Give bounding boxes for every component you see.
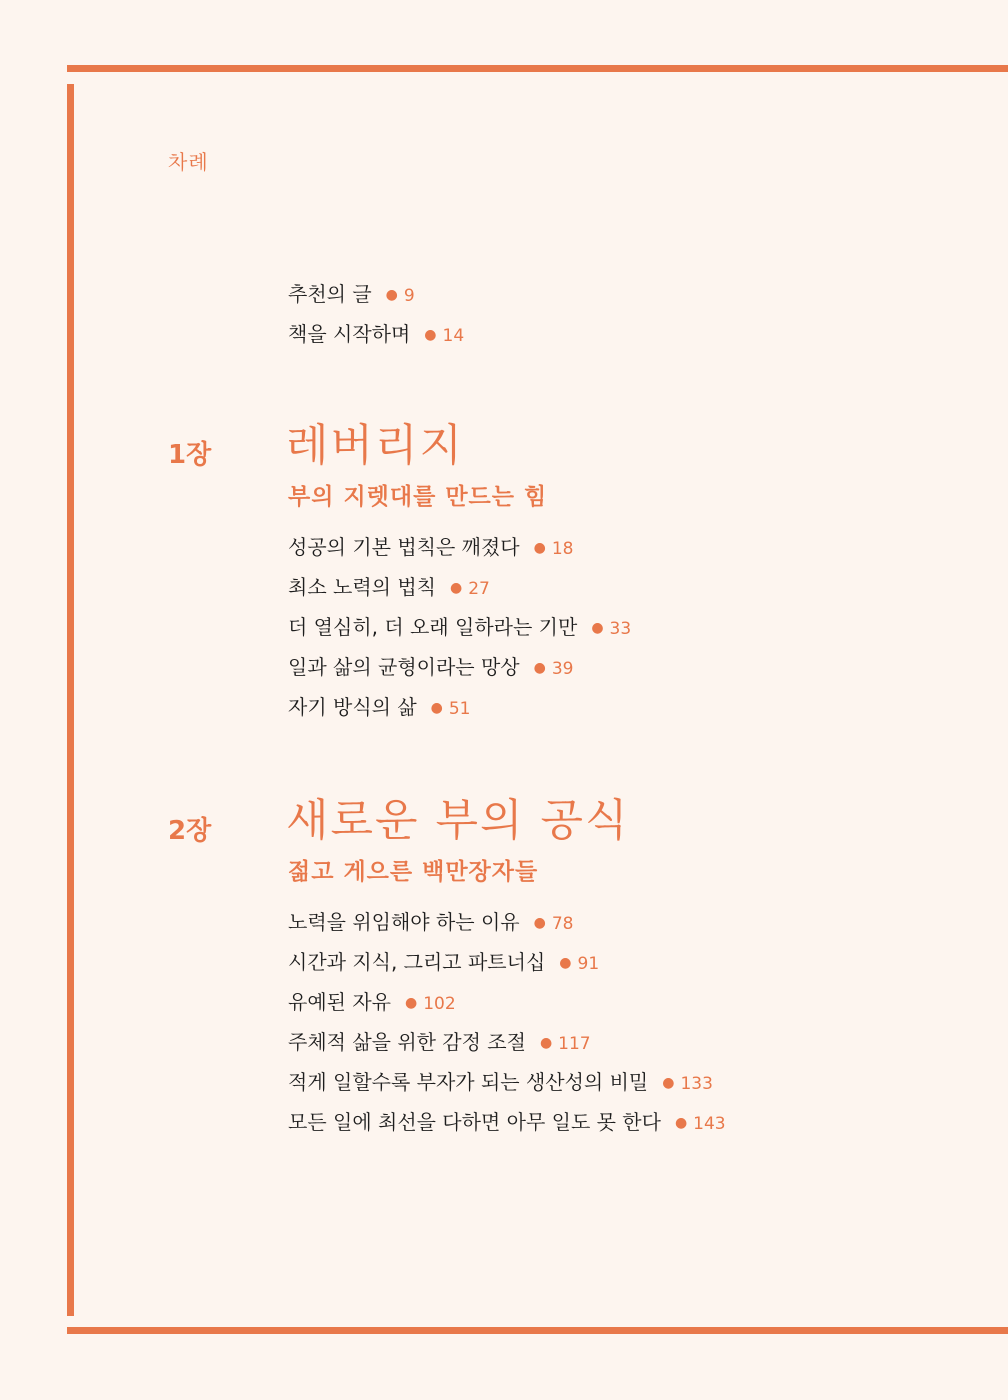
bullet-icon: ● — [533, 915, 546, 931]
chapter-1-number: 1장 — [168, 440, 212, 470]
entry-page: 102 — [423, 994, 456, 1014]
bullet-icon: ● — [385, 287, 398, 303]
entry-page: 27 — [468, 579, 490, 599]
toc-entry-ch2-5[interactable] — [288, 1068, 713, 1099]
entry-page: 117 — [558, 1034, 591, 1054]
entry-title: 추천의 글 — [288, 282, 372, 306]
toc-entry-ch1-2[interactable] — [288, 573, 490, 604]
entry-page: 33 — [609, 619, 632, 639]
entry-title: 최소 노력의 법칙 — [288, 575, 436, 599]
entry-page: 39 — [551, 659, 574, 679]
entry-page: 9 — [403, 286, 415, 306]
bullet-icon: ● — [449, 580, 463, 596]
entry-page: 133 — [680, 1074, 713, 1094]
entry-page: 51 — [448, 699, 471, 719]
bullet-icon: ● — [591, 620, 604, 636]
bullet-icon: ● — [424, 327, 437, 343]
entry-title: 모든 일에 최선을 다하면 아무 일도 못 한다 — [288, 1110, 661, 1134]
entry-title: 자기 방식의 삶 — [288, 695, 417, 719]
left-rule — [67, 84, 74, 1316]
entry-page: 91 — [577, 954, 600, 974]
toc-entry-front-1[interactable] — [288, 280, 415, 311]
toc-entry-ch2-3[interactable] — [288, 988, 456, 1019]
toc-entry-ch1-3[interactable] — [288, 613, 631, 644]
toc-entry-ch2-4[interactable] — [288, 1028, 591, 1059]
bullet-icon: ● — [539, 1035, 553, 1051]
entry-title: 시간과 지식, 그리고 파트너십 — [288, 950, 546, 974]
chapter-1-title[interactable]: 레버리지 — [286, 420, 465, 471]
bullet-icon: ● — [430, 700, 443, 716]
toc-entry-ch1-4[interactable] — [288, 653, 573, 684]
entry-page: 18 — [551, 539, 574, 559]
entry-title: 유예된 자유 — [288, 990, 391, 1014]
entry-title: 성공의 기본 법칙은 깨졌다 — [288, 535, 520, 559]
bullet-icon: ● — [674, 1115, 688, 1131]
toc-entry-ch1-1[interactable] — [288, 533, 573, 564]
toc-entry-ch1-5[interactable] — [288, 693, 471, 724]
bottom-rule — [67, 1327, 1008, 1334]
toc-entry-ch2-6[interactable] — [288, 1108, 726, 1139]
entry-title: 노력을 위임해야 하는 이유 — [288, 910, 520, 934]
entry-title: 더 열심히, 더 오래 일하라는 기만 — [288, 615, 578, 639]
toc-entry-front-2[interactable] — [288, 320, 464, 351]
toc-title: 차례 — [168, 150, 209, 174]
bullet-icon: ● — [533, 540, 546, 556]
entry-page: 78 — [551, 914, 574, 934]
chapter-1-subtitle: 부의 지렛대를 만드는 힘 — [288, 484, 548, 510]
bullet-icon: ● — [404, 995, 418, 1011]
entry-title: 주체적 삶을 위한 감정 조절 — [288, 1030, 526, 1054]
entry-page: 14 — [442, 326, 465, 346]
bullet-icon: ● — [533, 660, 546, 676]
chapter-2-title[interactable]: 새로운 부의 공식 — [286, 795, 630, 846]
chapter-2-subtitle: 젊고 게으른 백만장자들 — [288, 859, 539, 885]
bullet-icon: ● — [662, 1075, 675, 1091]
entry-title: 책을 시작하며 — [288, 322, 411, 346]
entry-title: 적게 일할수록 부자가 되는 생산성의 비밀 — [288, 1070, 649, 1094]
toc-entry-ch2-1[interactable] — [288, 908, 573, 939]
bullet-icon: ● — [559, 955, 572, 971]
chapter-2-number: 2장 — [168, 816, 212, 846]
top-rule — [67, 65, 1008, 72]
entry-page: 143 — [693, 1114, 726, 1134]
entry-title: 일과 삶의 균형이라는 망상 — [288, 655, 520, 679]
toc-entry-ch2-2[interactable] — [288, 948, 599, 979]
